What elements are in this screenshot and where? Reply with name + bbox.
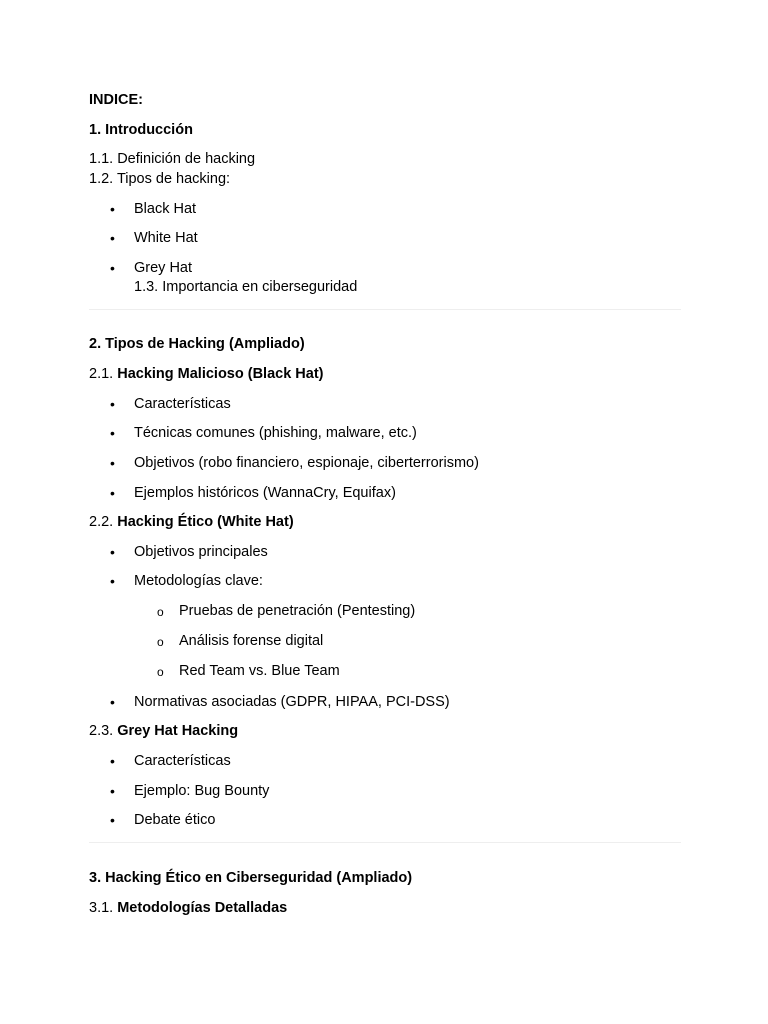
list-item: Normativas asociadas (GDPR, HIPAA, PCI-DSS) — [134, 694, 450, 710]
item-1-2: 1.2. Tipos de hacking: — [89, 171, 231, 187]
sub-list-item: Pruebas de penetración (Pentesting) — [179, 603, 416, 619]
bullet-icon: • — [110, 783, 115, 799]
bullet-icon: • — [110, 396, 115, 412]
list-item: Objetivos (robo financiero, espionaje, ciberterrorismo) — [134, 455, 479, 471]
subsection-title: Grey Hat Hacking — [117, 723, 239, 739]
subsection-3-1-heading — [89, 899, 287, 917]
list-item: Ejemplo: Bug Bounty — [134, 783, 270, 799]
bullet-icon: • — [110, 260, 115, 276]
list-item: Ejemplos históricos (WannaCry, Equifax) — [134, 485, 396, 501]
sub-list-item: Análisis forense digital — [179, 633, 324, 649]
bullet-icon: • — [110, 230, 115, 246]
subsection-number: 2.3. — [89, 723, 114, 739]
subsection-number: 2.1. — [89, 366, 114, 382]
subsection-title: Metodologías Detalladas — [117, 900, 288, 916]
subsection-number: 3.1. — [89, 900, 114, 916]
list-item: Metodologías clave: — [134, 573, 263, 589]
subsection-number: 2.2. — [89, 514, 114, 530]
bullet-icon: • — [110, 753, 115, 769]
bullet-icon: • — [110, 455, 115, 471]
bullet-icon: • — [110, 425, 115, 441]
list-item: White Hat — [134, 230, 198, 246]
sub-list-item: Red Team vs. Blue Team — [179, 663, 340, 679]
list-item: Objetivos principales — [134, 544, 268, 560]
subsection-title: Hacking Malicioso (Black Hat) — [117, 366, 324, 382]
bullet-icon: • — [110, 544, 115, 560]
sub-bullet-icon: o — [157, 635, 164, 649]
section-1-title: 1. Introducción — [89, 122, 193, 138]
bullet-icon: • — [110, 812, 115, 828]
subsection-2-2-heading — [89, 513, 294, 531]
subsection-2-3-heading — [89, 722, 238, 740]
bullet-icon: • — [110, 201, 115, 217]
list-item: Técnicas comunes (phishing, malware, etc.) — [134, 425, 417, 441]
list-item: Grey Hat — [134, 260, 193, 276]
list-item: Características — [134, 396, 231, 412]
list-item: Black Hat — [134, 201, 197, 217]
divider — [89, 309, 681, 310]
section-2-title: 2. Tipos de Hacking (Ampliado) — [89, 336, 305, 352]
divider — [89, 842, 681, 843]
section-3-title: 3. Hacking Ético en Ciberseguridad (Ampliado) — [89, 870, 413, 886]
list-item: Características — [134, 753, 231, 769]
bullet-icon: • — [110, 694, 115, 710]
item-1-1: 1.1. Definición de hacking — [89, 151, 256, 167]
index-title: INDICE: — [89, 92, 143, 108]
item-1-3: 1.3. Importancia en ciberseguridad — [134, 279, 358, 295]
bullet-icon: • — [110, 485, 115, 501]
bullet-icon: • — [110, 573, 115, 589]
sub-bullet-icon: o — [157, 605, 164, 619]
list-item: Debate ético — [134, 812, 216, 828]
subsection-title: Hacking Ético (White Hat) — [117, 514, 294, 530]
sub-bullet-icon: o — [157, 665, 164, 679]
subsection-2-1-heading — [89, 365, 324, 383]
